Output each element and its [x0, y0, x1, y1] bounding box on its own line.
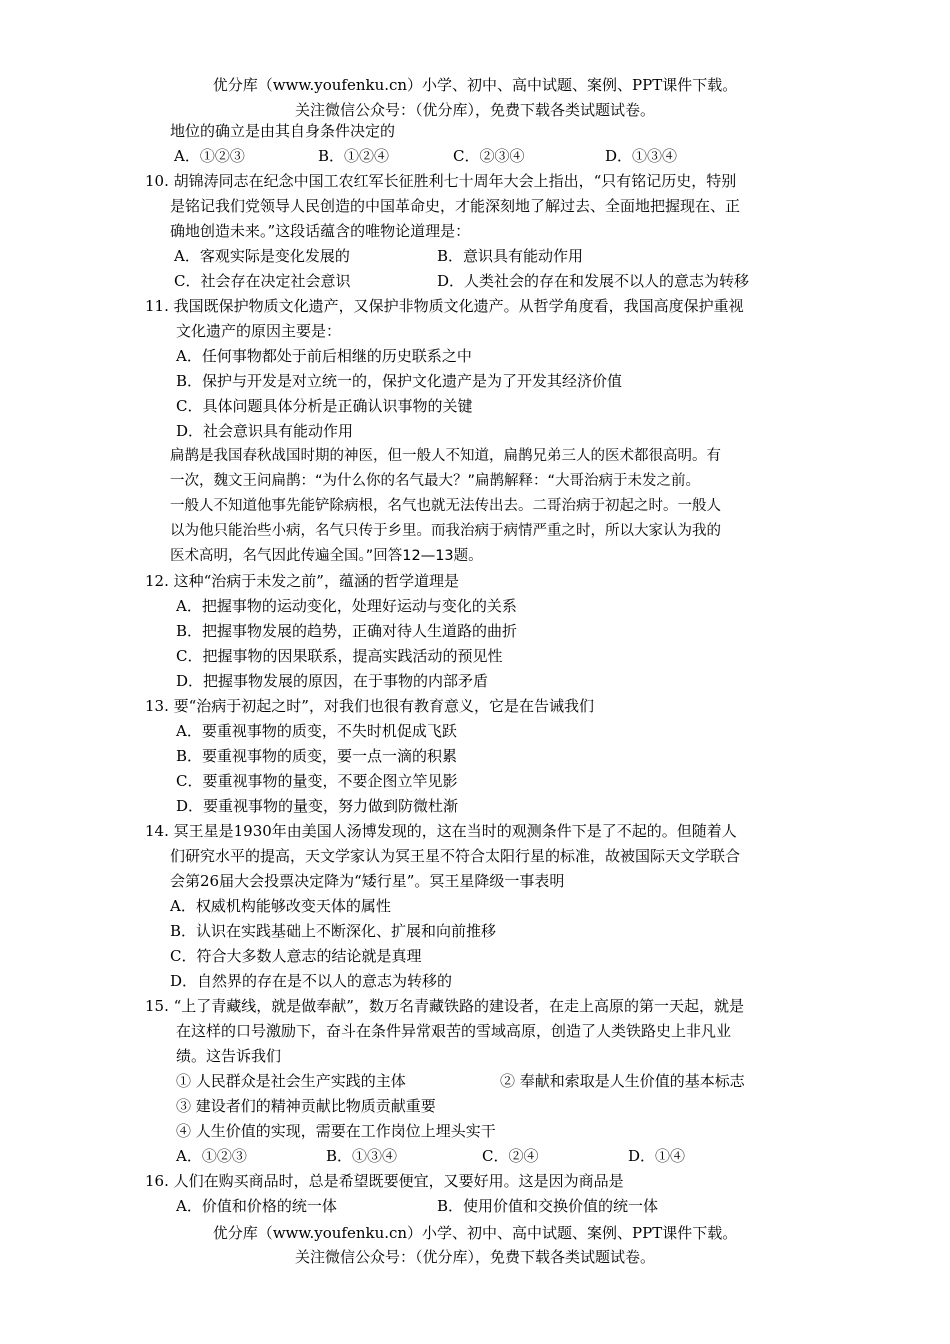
- passage-line-2: 一次，魏文王问扁鹊：“为什么你的名气最大？”扁鹊解释：“大哥治病于未发之前。: [170, 473, 701, 489]
- passage-line-4: 以为他只能治些小病，名气只传于乡里。而我治病于病情严重之时，所以大家认为我的: [170, 523, 721, 539]
- q14-option-a: A．权威机构能够改变天体的属性: [170, 897, 391, 915]
- q15-option-c: C．②④: [482, 1147, 539, 1165]
- q16-option-b: B．使用价值和交换价值的统一体: [437, 1197, 659, 1215]
- q15-item-1: ① 人民群众是社会生产实践的主体: [176, 1072, 406, 1090]
- q16-option-a: A．价值和价格的统一体: [176, 1197, 337, 1215]
- q12-stem: 12. 这种“治病于未发之前”，蕴涵的哲学道理是: [145, 572, 459, 590]
- q10-stem-line-1: 10. 胡锦涛同志在纪念中国工农红军长征胜利七十周年大会上指出，“只有铭记历史，特别: [145, 172, 737, 190]
- q15-item-3: ③ 建设者们的精神贡献比物质贡献重要: [176, 1097, 436, 1115]
- q15-stem-line-2: 在这样的口号激励下，奋斗在条件异常艰苦的雪域高原，创造了人类铁路史上非凡业: [176, 1022, 732, 1040]
- passage-line-3: 一般人不知道他事先能铲除病根，名气也就无法传出去。二哥治病于初起之时。一般人: [170, 498, 721, 514]
- q10-option-a: A．客观实际是变化发展的: [174, 247, 350, 265]
- q14-stem-line-1: 14. 冥王星是1930年由美国人汤博发现的，这在当时的观测条件下是了不起的。但随着人: [145, 822, 737, 840]
- q15-option-b: B．①③④: [326, 1147, 398, 1165]
- q11-option-c: C．具体问题具体分析是正确认识事物的关键: [176, 397, 473, 415]
- q12-option-d: D．把握事物发展的原因，在于事物的内部矛盾: [176, 672, 489, 690]
- q16-stem: 16. 人们在购买商品时，总是希望既要便宜，又要好用。这是因为商品是: [145, 1172, 624, 1190]
- q9-stem-continuation: 地位的确立是由其自身条件决定的: [170, 122, 396, 140]
- passage-line-5: 医术高明，名气因此传遍全国。”回答12—13题。: [170, 548, 483, 564]
- q10-option-c: C．社会存在决定社会意识: [174, 272, 351, 290]
- q13-option-d: D．要重视事物的量变，努力做到防微杜渐: [176, 797, 459, 815]
- page-footer-line-1: 优分库（www.youfenku.cn）小学、初中、高中试题、案例、PPT课件下载。: [212, 1224, 738, 1242]
- q10-stem-line-2: 是铭记我们党领导人民创造的中国革命史，才能深刻地了解过去、全面地把握现在、正: [170, 197, 741, 215]
- q11-option-a: A．任何事物都处于前后相继的历史联系之中: [176, 347, 472, 365]
- q9-option-a: A．①②③: [174, 147, 245, 165]
- q9-option-b: B．①②④: [318, 147, 390, 165]
- q15-option-a: A．①②③: [176, 1147, 247, 1165]
- q15-item-4: ④ 人生价值的实现，需要在工作岗位上埋头实干: [176, 1122, 496, 1140]
- q10-option-d: D．人类社会的存在和发展不以人的意志为转移: [437, 272, 750, 290]
- q13-option-c: C．要重视事物的量变，不要企图立竿见影: [176, 772, 458, 790]
- q15-option-d: D．①④: [628, 1147, 686, 1165]
- q14-option-b: B．认识在实践基础上不断深化、扩展和向前推移: [170, 922, 497, 940]
- q11-stem-line-2: 文化遗产的原因主要是：: [176, 322, 342, 340]
- q13-option-b: B．要重视事物的质变，要一点一滴的积累: [176, 747, 458, 765]
- q15-item-2: ② 奉献和索取是人生价值的基本标志: [500, 1072, 745, 1090]
- q12-option-c: C．把握事物的因果联系，提高实践活动的预见性: [176, 647, 503, 665]
- q9-option-c: C．②③④: [453, 147, 525, 165]
- q11-option-d: D．社会意识具有能动作用: [176, 422, 354, 440]
- page-header-line-1: 优分库（www.youfenku.cn）小学、初中、高中试题、案例、PPT课件下载。: [212, 76, 738, 94]
- q15-stem-line-1: 15. “上了青藏线，就是做奉献”，数万名青藏铁路的建设者，在走上高原的第一天起，就是: [145, 997, 744, 1015]
- q10-option-b: B．意识具有能动作用: [437, 247, 584, 265]
- q14-stem-line-2: 们研究水平的提高，天文学家认为冥王星不符合太阳行星的标准，故被国际天文学联合: [170, 847, 741, 865]
- q12-option-b: B．把握事物发展的趋势，正确对待人生道路的曲折: [176, 622, 518, 640]
- q14-option-d: D．自然界的存在是不以人的意志为转移的: [170, 972, 453, 990]
- q14-stem-line-3: 会第26届大会投票决定降为“矮行星”。冥王星降级一事表明: [170, 872, 565, 890]
- q9-option-d: D．①③④: [605, 147, 678, 165]
- q13-option-a: A．要重视事物的质变，不失时机促成飞跃: [176, 722, 457, 740]
- q10-stem-line-3: 确地创造未来。”这段话蕴含的唯物论道理是：: [170, 222, 471, 240]
- q11-option-b: B．保护与开发是对立统一的，保护文化遗产是为了开发其经济价值: [176, 372, 623, 390]
- page-footer-line-2: 关注微信公众号：（优分库），免费下载各类试题试卷。: [294, 1248, 655, 1266]
- q15-stem-line-3: 绩。这告诉我们: [176, 1047, 282, 1065]
- page-header-line-2: 关注微信公众号：（优分库），免费下载各类试题试卷。: [294, 101, 655, 119]
- q13-stem: 13. 要“治病于初起之时”，对我们也很有教育意义，它是在告诫我们: [145, 697, 594, 715]
- q11-stem-line-1: 11. 我国既保护物质文化遗产，又保护非物质文化遗产。从哲学角度看，我国高度保护重视: [145, 297, 744, 315]
- q14-option-c: C．符合大多数人意志的结论就是真理: [170, 947, 422, 965]
- passage-line-1: 扁鹊是我国春秋战国时期的神医，但一般人不知道，扁鹊兄弟三人的医术都很高明。有: [170, 448, 721, 464]
- q12-option-a: A．把握事物的运动变化，处理好运动与变化的关系: [176, 597, 517, 615]
